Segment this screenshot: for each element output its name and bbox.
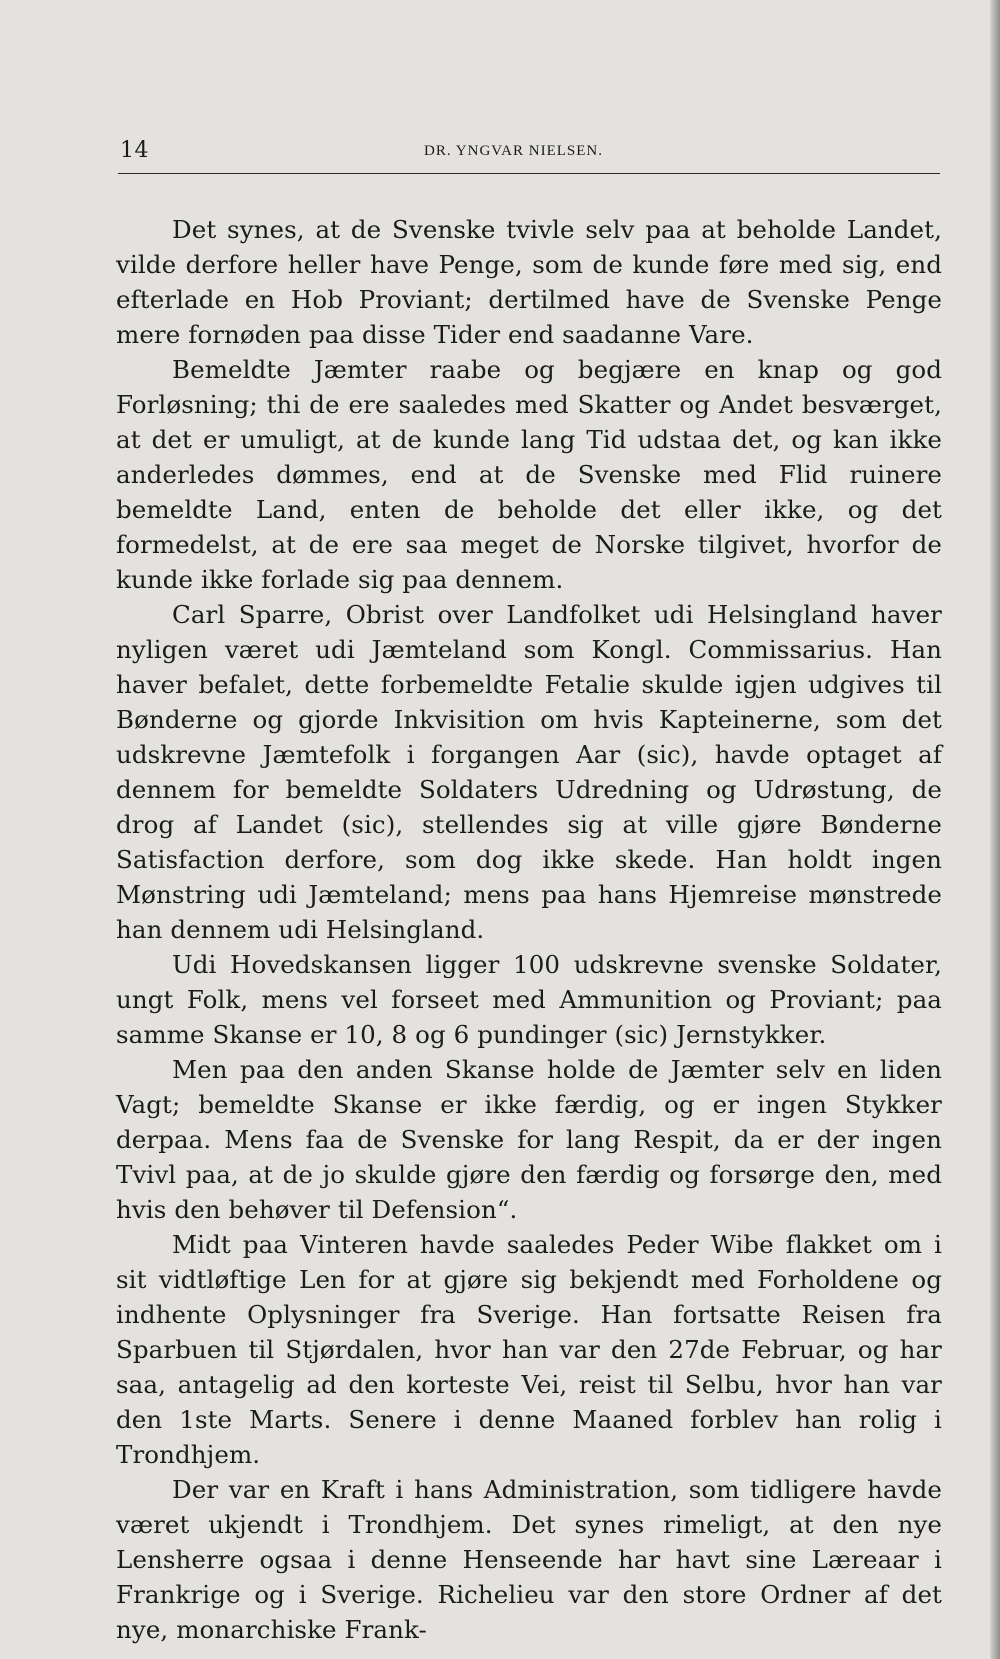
header-rule — [118, 173, 940, 174]
paragraph: Midt paa Vinteren havde saaledes Peder Wibe flakket om i sit vidtløftige Len for at gjøre sig bekjendt med Forholdene og indhente Oplysninger fra Sverige. Han fortsatte Reisen fra Sparbuen til Stjørdalen, hvor han var den 27de Februar, og har saa, antagelig ad den korteste Vei, reist til Selbu, hvor han var den 1ste Marts. Senere i denne Maaned forblev han rolig i Trondhjem. — [116, 1230, 942, 1469]
page-edge-shadow — [990, 0, 1000, 1659]
page-header — [118, 138, 940, 172]
paragraph: Udi Hovedskansen ligger 100 udskrevne svenske Soldater, ungt Folk, mens vel forseet med Ammunition og Proviant; paa samme Skanse er 10, 8 og 6 pundinger (sic) Jernstykker. — [116, 950, 942, 1049]
paragraph: Det synes, at de Svenske tvivle selv paa at beholde Landet, vilde derfore heller have Penge, som de kunde føre med sig, end efterlade en Hob Proviant; dertilmed have de Svenske Penge mere fornøden paa disse Tider end saadanne Vare. — [116, 215, 942, 349]
paragraph: Men paa den anden Skanse holde de Jæmter selv en liden Vagt; bemeldte Skanse er ikke færdig, og er ingen Stykker derpaa. Mens faa de Svenske for lang Respit, da er der ingen Tvivl paa, at de jo skulde gjøre den færdig og forsørge den, med hvis den behøver til Defension“. — [116, 1055, 942, 1224]
paragraph: Der var en Kraft i hans Administration, som tidligere havde været ukjendt i Trondhjem. Det synes rimeligt, at den nye Lensherre ogsaa i denne Henseende har havt sine Læreaar i Frankrige og i Sverige. Richelieu var den store Ordner af det nye, monarchiske Frank- — [116, 1475, 942, 1644]
page-number: 14 — [120, 138, 149, 163]
paragraph: Bemeldte Jæmter raabe og begjære en knap og god Forløsning; thi de ere saaledes med Skatter og Andet besværget, at det er umuligt, at de kunde lang Tid udstaa det, og kan ikke anderledes dømmes, end at de Svenske med Flid ruinere bemeldte Land, enten de beholde det eller ikke, og det formedelst, at de ere saa meget de Norske tilgivet, hvorfor de kunde ikke forlade sig paa dennem. — [116, 355, 942, 594]
body-text — [116, 212, 942, 1647]
running-head: DR. YNGVAR NIELSEN. — [424, 143, 604, 159]
paragraph: Carl Sparre, Obrist over Landfolket udi Helsingland haver nyligen været udi Jæmteland som Kongl. Commissarius. Han haver befalet, dette forbemeldte Fetalie skulde igjen udgives til Bønderne og gjorde Inkvisition om hvis Kapteinerne, som det udskrevne Jæmtefolk i forgangen Aar (sic), havde optaget af dennem for bemeldte Soldaters Udredning og Udrøstung, de drog af Landet (sic), stellendes sig at ville gjøre Bønderne Satisfaction derfore, som dog ikke skede. Han holdt ingen Mønstring udi Jæmteland; mens paa hans Hjemreise mønstrede han dennem udi Helsingland. — [116, 600, 942, 944]
